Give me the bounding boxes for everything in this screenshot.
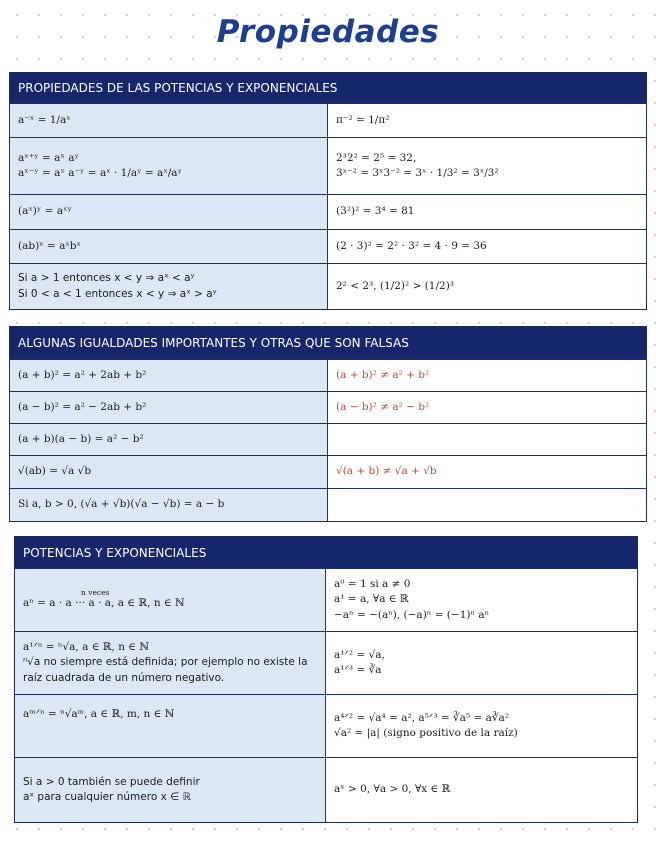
formula-line: Si a, b > 0, (√a + √b)(√a − √b) = a − b	[18, 498, 225, 511]
formula-line: a¹ᐟ² = √a,	[334, 648, 385, 661]
property-cell	[10, 392, 328, 423]
formula-line: aˣ⁻ʸ = aˣ a⁻ʸ = aˣ · 1/aʸ = aˣ/aʸ	[18, 167, 183, 179]
example-cell	[328, 138, 646, 194]
formula-line: Si a > 0 también se puede definir	[23, 775, 200, 788]
property-cell	[10, 424, 328, 455]
formula-line: raíz cuadrada de un número negativo.	[23, 671, 225, 684]
panel-header: PROPIEDADES DE LAS POTENCIAS Y EXPONENCIALES	[10, 73, 646, 103]
formula-line: a⁰ = 1 si a ≠ 0	[334, 578, 411, 591]
table-row	[10, 229, 646, 263]
formula-line: (a + b)(a − b) = a² − b²	[18, 432, 144, 445]
false-identity-cell	[328, 392, 646, 423]
formula-line: 3ˣ⁻² = 3ˣ3⁻² = 3ˣ · 1/3² = 3ˣ/3²	[336, 167, 499, 179]
property-cell	[15, 758, 326, 822]
panel-header: POTENCIAS Y EXPONENCIALES	[15, 537, 637, 568]
table-row	[10, 137, 646, 194]
table-row	[10, 263, 646, 309]
table-row	[15, 568, 637, 631]
table-row	[10, 455, 646, 488]
property-cell	[10, 489, 328, 521]
table-row	[10, 359, 646, 391]
formula-line: ⁿ√a no siempre está definida; por ejemplo no existe la	[23, 656, 308, 669]
property-cell	[15, 695, 326, 757]
property-cell	[10, 230, 328, 263]
property-cell	[10, 138, 328, 194]
property-cell	[10, 104, 328, 137]
example-cell	[326, 695, 637, 757]
formula-line: 2³2² = 2⁵ = 32,	[336, 151, 417, 164]
formula-line: √(a + b) ≠ √a + √b	[336, 465, 437, 478]
formula-line: a¹ᐟ³ = ∛a	[334, 664, 382, 676]
formula-line: √a² = |a| (signo positivo de la raíz)	[334, 727, 518, 739]
formula-line: (a + b)² ≠ a² + b²	[336, 368, 430, 381]
property-cell	[10, 264, 328, 309]
example-cell	[328, 264, 646, 309]
formula-line: a¹ᐟⁿ = ⁿ√a, a ∈ ℝ, n ∈ ℕ	[23, 641, 150, 654]
table-row	[10, 488, 646, 521]
overbrace-label: n veces	[81, 587, 110, 597]
table-row	[10, 194, 646, 229]
formula-line: (a + b)² = a² + 2ab + b²	[18, 368, 147, 381]
example-cell	[326, 758, 637, 822]
formula-line: a¹ = a, ∀a ∈ ℝ	[334, 593, 409, 606]
formula-line: aˣ para cualquier número x ∈ ℝ	[23, 791, 191, 803]
false-identity-cell	[328, 489, 646, 521]
example-cell	[328, 195, 646, 229]
formula-line: (2 · 3)² = 2² · 3² = 4 · 9 = 36	[336, 239, 487, 252]
formula-line: a⁻ˣ = 1/aˣ	[18, 113, 71, 126]
formula-line: Si a > 1 entonces x < y ⇒ aˣ < aʸ	[18, 272, 195, 285]
table-row	[15, 631, 637, 694]
panel-igualdades	[9, 326, 647, 522]
formula-line: −aⁿ = −(aⁿ), (−a)ⁿ = (−1)ⁿ aⁿ	[334, 608, 490, 621]
page-title: Propiedades	[216, 14, 440, 50]
formula-line: (aˣ)ʸ = aˣʸ	[18, 205, 72, 218]
formula-line: 2² < 2³, (1/2)² > (1/2)³	[336, 279, 455, 292]
formula-line: (ab)ˣ = aˣbˣ	[18, 239, 81, 252]
table-row	[15, 694, 637, 757]
panel-propiedades-potencias	[9, 72, 647, 310]
formula-line: (a − b)² ≠ a² − b²	[336, 400, 430, 413]
example-cell	[326, 632, 637, 694]
formula-line: aˣ > 0, ∀a > 0, ∀x ∈ ℝ	[334, 783, 451, 796]
panel-header: ALGUNAS IGUALDADES IMPORTANTES Y OTRAS QUE SON FALSAS	[10, 327, 646, 359]
table-row	[10, 391, 646, 423]
formula-line: (3²)² = 3⁴ = 81	[336, 205, 415, 218]
formula-line: aⁿ = a · a ··· a · a, a ∈ ℝ, n ∈ ℕ	[23, 597, 185, 610]
table-row	[15, 757, 637, 822]
formula-line: aˣ⁺ʸ = aˣ aʸ	[18, 151, 79, 164]
property-cell	[10, 360, 328, 391]
false-identity-cell	[328, 456, 646, 488]
property-cell	[10, 195, 328, 229]
table-row	[10, 103, 646, 137]
property-cell	[10, 456, 328, 488]
formula-line: (a − b)² = a² − 2ab + b²	[18, 400, 147, 413]
property-cell	[15, 632, 326, 694]
property-cell	[15, 569, 326, 631]
false-identity-cell	[328, 360, 646, 391]
table-row	[10, 423, 646, 455]
false-identity-cell	[328, 424, 646, 455]
formula-line: π⁻² = 1/π²	[336, 113, 390, 126]
example-cell	[328, 104, 646, 137]
formula-line: aᵐᐟⁿ = ⁿ√aᵐ, a ∈ ℝ, m, n ∈ ℕ	[23, 708, 175, 720]
example-cell	[326, 569, 637, 631]
formula-line: a⁴ᐟ² = √a⁴ = a², a⁵ᐟ³ = ∛a⁵ = a∛a²	[334, 711, 510, 724]
panel-potencias-exponenciales	[14, 536, 638, 823]
formula-line: Si 0 < a < 1 entonces x < y ⇒ aˣ > aʸ	[18, 287, 217, 300]
formula-line: √(ab) = √a √b	[18, 465, 92, 478]
example-cell	[328, 230, 646, 263]
